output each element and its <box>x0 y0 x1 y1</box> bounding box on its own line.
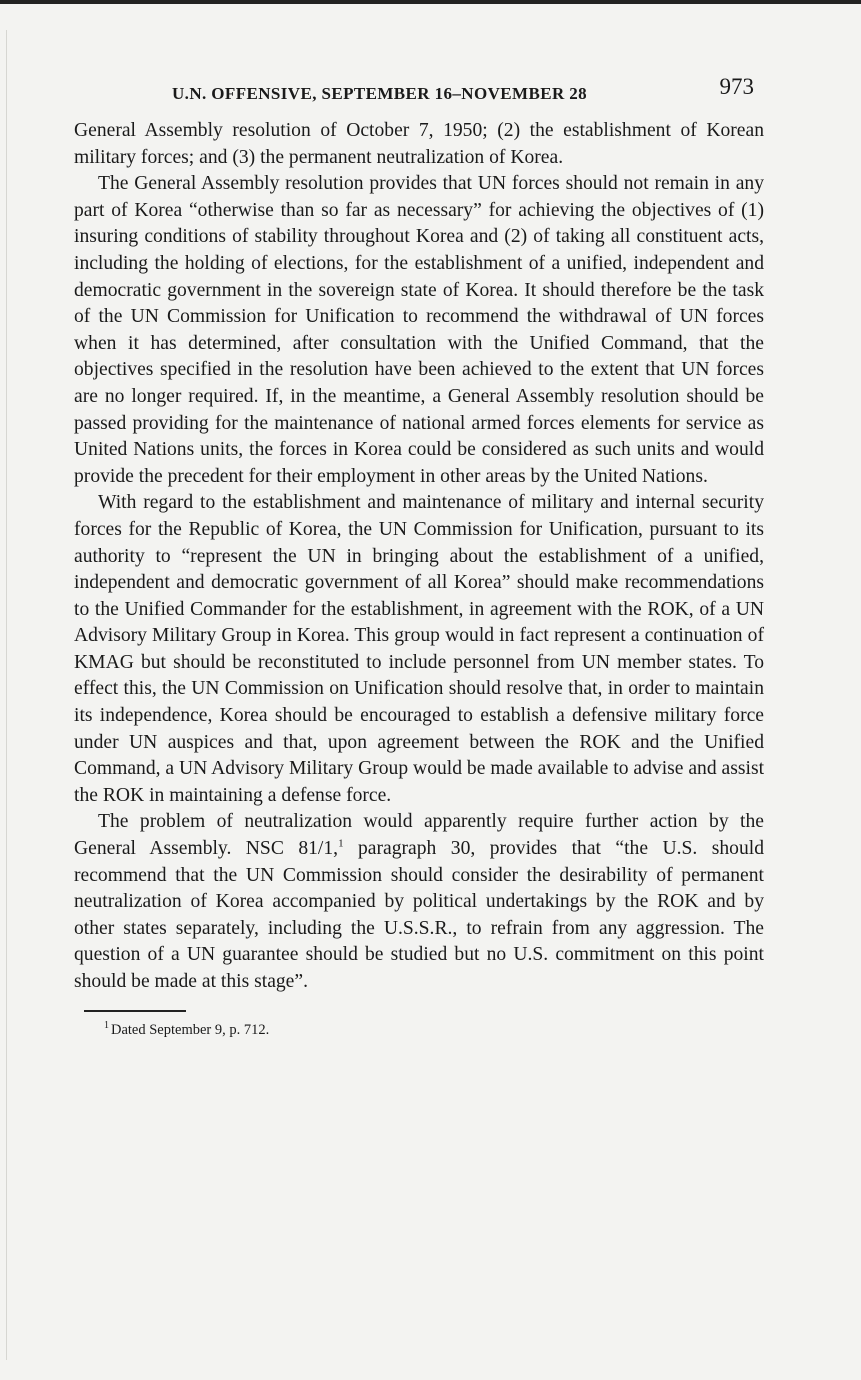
paragraph-4-rest: paragraph 30, provides that “the U.S. should recommend that the UN Commission should consider the desirability of permanent neutralization of Korea accompanied by political undertakings by the ROK and by other states separately, including the U.S.S.R., to refrain from any aggression. The question of a UN guarantee should be studied but no U.S. commitment on this point should be made at this stage”. <box>74 838 765 992</box>
top-border-rule <box>0 0 861 4</box>
body-text <box>74 118 764 996</box>
paragraph-1: General Assembly resolution of October 7, 1950; (2) the establishment of Korean military forces; and (3) the permanent neutralization of Korea. <box>74 120 764 168</box>
page-number: 973 <box>719 74 754 99</box>
running-title: U.N. OFFENSIVE, SEPTEMBER 16–NOVEMBER 28 <box>172 84 588 103</box>
paragraph-3: With regard to the establishment and maintenance of military and internal security forces for the Republic of Korea, the UN Commission for Unification, pursuant to its authority to “represent the UN in bringing about the establishment of a unified, independent and democratic government of all Korea” should make recommendations to the Unified Commander for the establishment, in agreement with the ROK, of a UN Advisory Military Group in Korea. This group would in fact represent a continuation of KMAG but should be reconstituted to include personnel from UN member states. To effect this, the UN Commission on Unification should resolve that, in order to maintain its independence, Korea should be encouraged to establish a defensive military force under UN auspices and that, upon agreement between the ROK and the Unified Command, a UN Advisory Military Group would be made available to advise and assist the ROK in maintaining a defense force. <box>74 492 765 806</box>
document-page <box>74 72 764 1039</box>
paragraph-4-start: The problem of neutralization would apparently require further action by the General Assembly. NSC 81/1, <box>74 811 764 860</box>
paragraph-4 <box>74 809 764 995</box>
footnote <box>104 1019 764 1039</box>
paragraph-2: The General Assembly resolution provides that UN forces should not remain in any part of Korea “otherwise than so far as necessary” for achieving the objectives of (1) insuring conditions of stability throughout Korea and (2) of taking all constituent acts, including the holding of elections, for the establishment of a unified, independent and democratic government in the sovereign state of Korea. It should therefore be the task of the UN Commission for Unification to recommend the withdrawal of UN forces when it has determined, after consultation with the Unified Command, that the objectives specified in the resolution have been achieved to the extent that UN forces are no longer required. If, in the meantime, a General Assembly resolution should be passed providing for the maintenance of national armed forces elements for service as United Nations units, the forces in Korea could be considered as such units and would provide the precedent for their employment in other areas by the United Nations. <box>74 173 764 487</box>
footnote-reference: 1 <box>338 837 344 850</box>
page-edge-shadow <box>6 30 7 1360</box>
running-header <box>74 72 764 106</box>
footnote-text: Dated September 9, p. 712. <box>111 1021 270 1038</box>
footnote-mark: 1 <box>104 1019 109 1031</box>
footnote-divider <box>84 1010 186 1012</box>
